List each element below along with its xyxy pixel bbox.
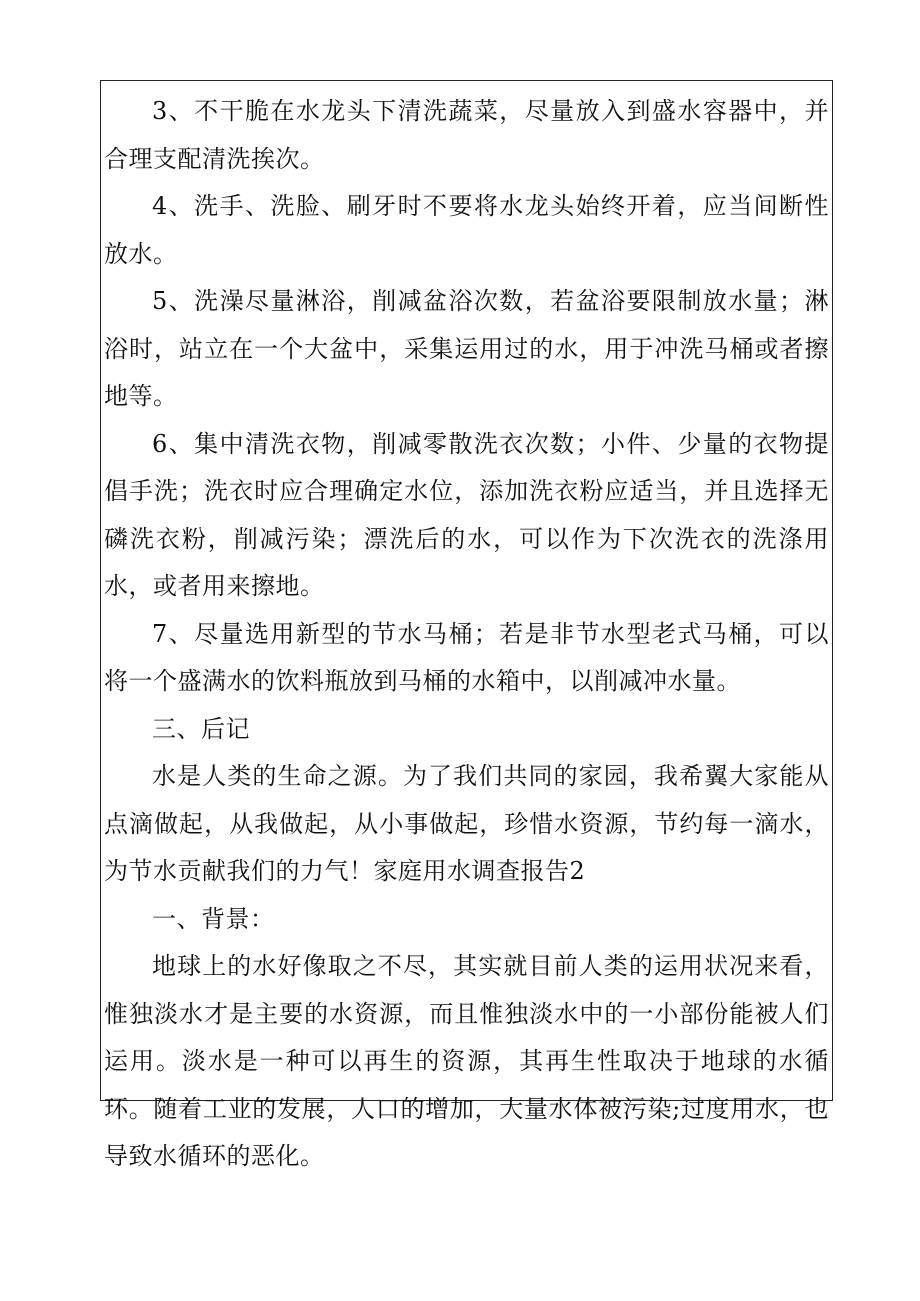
paragraph-item-5: 5、洗澡尽量淋浴，削减盆浴次数，若盆浴要限制放水量；淋浴时，站立在一个大盆中，采集运用过的水，用于冲洗马桶或者擦地等。: [104, 287, 829, 410]
paragraph-item-6: 6、集中清洗衣物，削减零散洗衣次数；小件、少量的衣物提倡手洗；洗衣时应合理确定水位，添加洗衣粉应适当，并且选择无磷洗衣粉，削减污染；漂洗后的水，可以作为下次洗衣的洗涤用水，或者用来擦地。: [104, 429, 829, 600]
paragraph-item-7: 7、尽量选用新型的节水马桶；若是非节水型老式马桶，可以将一个盛满水的饮料瓶放到马桶的水箱中，以削减冲水量。: [104, 619, 829, 695]
paragraph-item-4: 4、洗手、洗脸、刷牙时不要将水龙头始终开着，应当间断性放水。: [104, 192, 829, 268]
document-body: [104, 88, 829, 1181]
paragraph-background: 地球上的水好像取之不尽，其实就目前人类的运用状况来看，惟独淡水才是主要的水资源，而且惟独淡水中的一小部份能被人们运用。淡水是一种可以再生的资源，其再生性取决于地球的水循环。随着工业的发展，人口的增加，大量水体被污染;过度用水，也导致水循环的恶化。: [104, 952, 829, 1170]
section-heading-postscript: 三、后记: [152, 714, 250, 743]
paragraph-postscript: 水是人类的生命之源。为了我们共同的家园，我希翼大家能从点滴做起，从我做起，从小事做起，珍惜水资源，节约每一滴水，为节水贡献我们的力气！家庭用水调查报告2: [104, 762, 829, 885]
section-heading-background: 一、背景：: [152, 904, 275, 933]
paragraph-item-3: 3、不干脆在水龙头下清洗蔬菜，尽量放入到盛水容器中，并合理支配清洗挨次。: [104, 97, 829, 173]
